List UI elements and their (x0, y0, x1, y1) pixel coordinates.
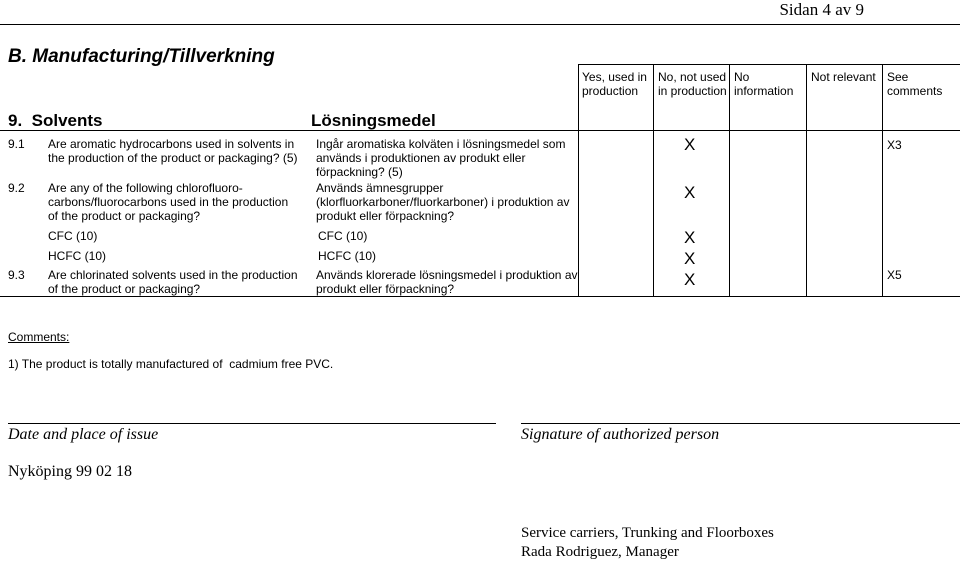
subsection-rule (0, 130, 960, 131)
date-place-rule (8, 423, 496, 424)
column-divider-1 (578, 64, 579, 296)
sub-row-cfc-sv: CFC (10) (318, 229, 368, 243)
row-9-3-comment: X5 (887, 268, 902, 282)
column-divider-2 (653, 64, 654, 296)
column-divider-3 (729, 64, 730, 296)
comments-note: 1) The product is totally manufactured of cadmium free PVC. (8, 357, 334, 371)
sub-row-hcfc-sv: HCFC (10) (318, 249, 377, 263)
page-number: Sidan 4 av 9 (779, 0, 864, 19)
column-header-no-not-used: No, not used in production (658, 70, 727, 98)
row-9-1-question-sv: Ingår aromatiska kolväten i lösningsmedel som används i produktionen av produkt eller förpackning? (5) (316, 137, 566, 179)
signer-company: Service carriers, Trunking and Floorboxes (521, 525, 774, 541)
row-9-1-number: 9.1 (8, 137, 25, 151)
header-rule (0, 24, 960, 25)
signature-rule (521, 423, 960, 424)
section-title: B. Manufacturing/Tillverkning (8, 46, 275, 67)
column-header-see-comments: See comments (887, 70, 943, 98)
row-9-3-question-sv: Används klorerade lösningsmedel i produktion av produkt eller förpackning? (316, 268, 578, 296)
row-9-2-question-sv: Används ämnesgrupper (klorfluorkarboner/fluorkarboner) i produktion av produkt eller förpackning? (316, 181, 570, 223)
sub-row-cfc-mark: X (684, 228, 696, 247)
row-9-3-mark: X (684, 270, 696, 289)
row-9-1-question-en: Are aromatic hydrocarbons used in solvents in the production of the product or packaging? (5) (48, 137, 298, 165)
signature-label: Signature of authorized person (521, 426, 720, 443)
subsection-title-en: 9. Solvents (8, 111, 103, 130)
row-9-2-number: 9.2 (8, 181, 25, 195)
sub-row-hcfc-en: HCFC (10) (48, 249, 107, 263)
row-9-2-question-en: Are any of the following chlorofluoro-carbons/fluorocarbons used in the production of the product or packaging? (48, 181, 289, 223)
column-divider-4 (806, 64, 807, 296)
row-9-3-question-en: Are chlorinated solvents used in the production of the product or packaging? (48, 268, 298, 296)
column-header-not-relevant: Not relevant (811, 70, 876, 84)
sub-row-hcfc-mark: X (684, 249, 696, 268)
subsection-title-sv: Lösningsmedel (311, 111, 436, 130)
column-header-no-information: No information (734, 70, 794, 98)
date-place-value: Nyköping 99 02 18 (8, 463, 132, 480)
table-top-rule (578, 64, 960, 65)
table-bottom-rule (0, 296, 960, 297)
column-divider-5 (882, 64, 883, 296)
row-9-1-mark: X (684, 135, 696, 154)
sub-row-cfc-en: CFC (10) (48, 229, 98, 243)
comments-heading: Comments: (8, 330, 70, 344)
date-place-label: Date and place of issue (8, 426, 159, 443)
row-9-2-mark: X (684, 183, 696, 202)
row-9-1-comment: X3 (887, 138, 902, 152)
row-9-3-number: 9.3 (8, 268, 25, 282)
column-header-yes: Yes, used in production (582, 70, 647, 98)
signer-name: Rada Rodriguez, Manager (521, 544, 679, 560)
